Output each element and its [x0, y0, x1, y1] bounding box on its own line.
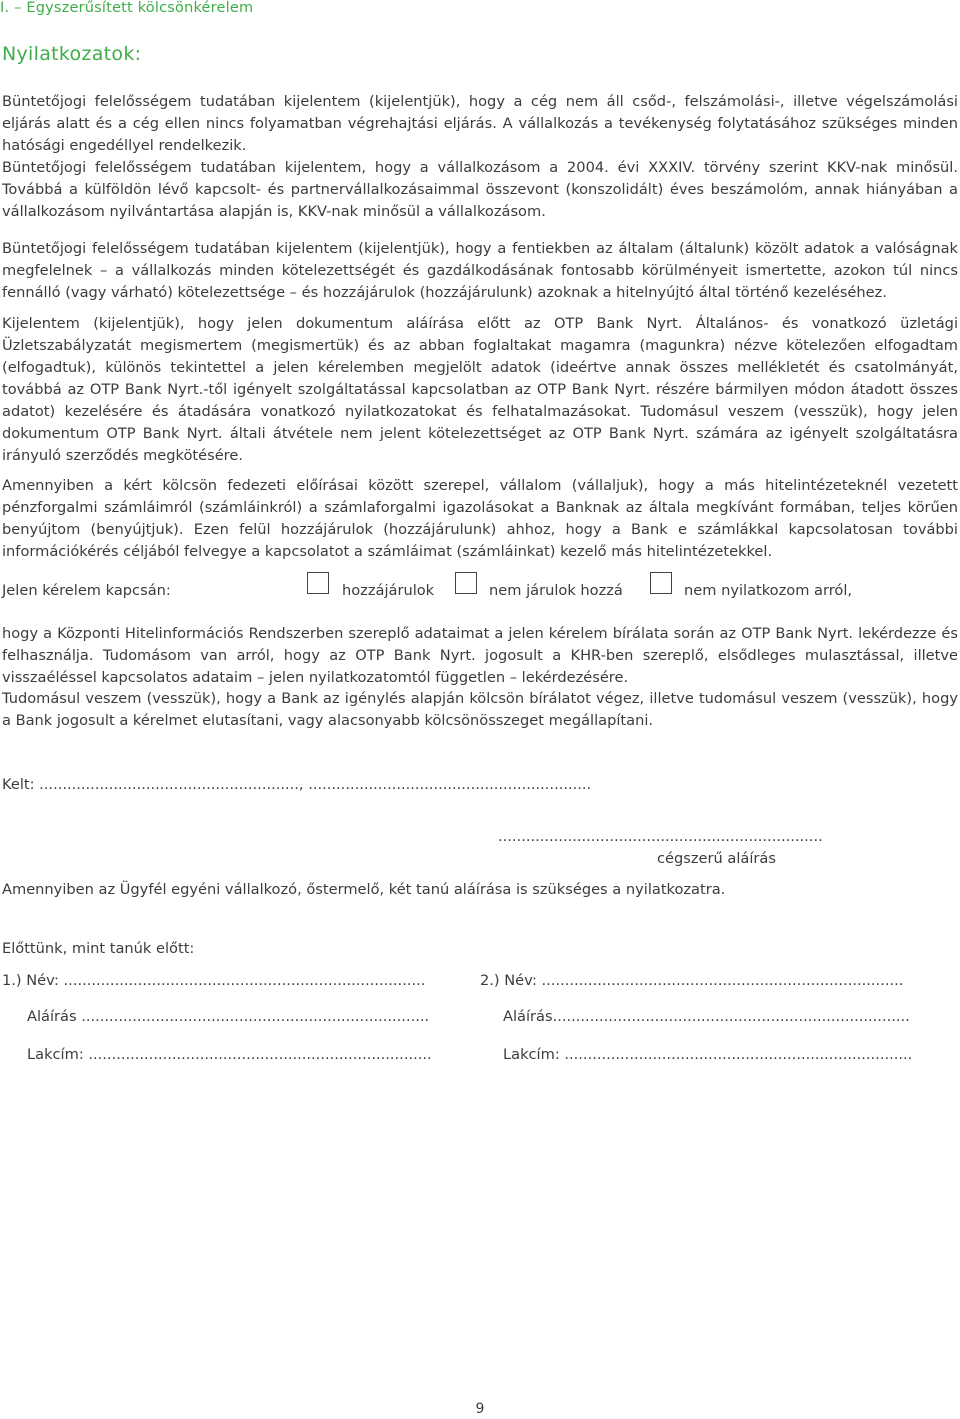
- consent-checkbox-no-statement[interactable]: [650, 572, 672, 594]
- signature-dots[interactable]: ......................................................................: [498, 828, 823, 845]
- declaration-paragraph-5: Amennyiben a kért kölcsön fedezeti előírásai között szerepel, vállalom (vállaljuk), hogy a más hitelintézeteknél vezetett pénzforgalmi számláimról (számláinkról) a számlaforgalmi igazolásokat a Banknak az általa megkívánt formában, teljes körűen benyújtom (benyújtjuk). Ezen felül hozzájárulok (hozzájárulunk) ahhoz, hogy a Bank e számlákkal kapcsolatosan további információkérés céljából felvegye a kapcsolatot a számláimat (számláinkat) kezelő más hitelintézetekkel.: [2, 477, 958, 560]
- page-number: 9: [475, 1401, 485, 1417]
- sole-trader-note: Amennyiben az Ügyfél egyéni vállalkozó, őstermelő, két tanú aláírása is szükséges a nyilatkozatra.: [2, 881, 726, 898]
- consent-option-no-statement: nem nyilatkozom arról,: [684, 582, 853, 599]
- witness-1-address[interactable]: Lakcím: ..........................................................................: [27, 1046, 432, 1063]
- consent-option-agree: hozzájárulok: [342, 582, 435, 599]
- company-signature-label: cégszerű aláírás: [657, 850, 776, 867]
- consent-checkbox-agree[interactable]: [307, 572, 329, 594]
- consent-label: Jelen kérelem kapcsán:: [2, 582, 171, 599]
- witness-2-address[interactable]: Lakcím: ...........................................................................: [503, 1046, 913, 1063]
- page-title: Nyilatkozatok:: [2, 43, 142, 65]
- date-line[interactable]: Kelt: ........................................................, .............................................................: [2, 776, 592, 793]
- witness-2-signature[interactable]: Aláírás.............................................................................: [503, 1008, 910, 1025]
- consent-checkbox-disagree[interactable]: [455, 572, 477, 594]
- witness-1-signature[interactable]: Aláírás ...........................................................................: [27, 1008, 430, 1025]
- witnesses-heading: Előttünk, mint tanúk előtt:: [2, 940, 195, 957]
- declaration-paragraph-3: Büntetőjogi felelősségem tudatában kijelentem (kijelentjük), hogy a fentiekben az általam (általunk) közölt adatok a valóságnak megfelelnek – a vállalkozás minden kötelezettségét és gazdálkodásának fontosabb körülményeit ismertette, azokon túl nincs fennálló (vagy várható) kötelezettsége – és hozzájárulok (hozzájárulunk) azoknak a hitelnyújtó által történő kezeléséhez.: [2, 240, 958, 301]
- refusal-paragraph: Tudomásul veszem (vesszük), hogy a Bank az igénylés alapján kölcsön bírálatot végez, illetve tudomásul veszem (vesszük), hogy a Bank jogosult a kérelmet elutasítani, vagy alacsonyabb kölcsönösszeget megállapítani.: [2, 690, 958, 729]
- declaration-paragraph-1: Büntetőjogi felelősségem tudatában kijelentem (kijelentjük), hogy a cég nem áll csőd-, felszámolási-, illetve végelszámolási eljárás alatt és a cég ellen nincs folyamatban végrehajtási eljárás. A vállalkozás a tevékenység folytatásához szükséges minden hatósági engedéllyel rendelkezik.: [2, 93, 958, 154]
- witness-1-name[interactable]: 1.) Név: ..............................................................................: [2, 972, 426, 989]
- witness-2-name[interactable]: 2.) Név: ..............................................................................: [480, 972, 904, 989]
- khr-paragraph: hogy a Központi Hitelinformációs Rendszerben szereplő adataimat a jelen kérelem bírálata során az OTP Bank Nyrt. lekérdezze és felhasználja. Tudomásom van arról, hogy az OTP Bank Nyrt. jogosult a KHR-ben szereplő, elsődleges mulasztással, illetve visszaéléssel kapcsolatos adataim – jelen nyilatkozatomtól független – lekérdezésére.: [2, 625, 958, 686]
- declaration-paragraph-2: Büntetőjogi felelősségem tudatában kijelentem, hogy a vállalkozásom a 2004. évi XXXIV. törvény szerint KKV-nak minősül. Továbbá a külföldön lévő kapcsolt- és partnervállalkozásaimmal összevont (konszolidált) éves beszámolóm, annak hiányában a vállalkozásom nyilvántartása alapján is, KKV-nak minősül a vállalkozásom.: [2, 159, 958, 220]
- declaration-paragraph-4: Kijelentem (kijelentjük), hogy jelen dokumentum aláírása előtt az OTP Bank Nyrt. Általános- és vonatkozó üzletági Üzletszabályzatát megismertem (megismertük) és az abban foglaltakat magamra (magunkra) nézve kötelezően elfogadtam (elfogadtuk), különös tekintettel a jelen kérelemben megjelölt adatok (ideértve annak összes mellékletét és csatolmányát, továbbá az OTP Bank Nyrt.-től igényelt szolgáltatással kapcsolatban az OTP Bank Nyrt. részére bármilyen módon átadott összes adatot) kezelésére és átadására vonatkozó nyilatkozatokat és felhatalmazásokat. Tudomásul veszem (vesszük), hogy jelen dokumentum OTP Bank Nyrt. általi átvétele nem jelent kötelezettséget az OTP Bank Nyrt. számára az igényelt szolgáltatásra irányuló szerződés megkötésére.: [2, 315, 958, 464]
- section-header: I. – Egyszerűsített kölcsönkérelem: [0, 0, 254, 16]
- consent-option-disagree: nem járulok hozzá: [489, 582, 623, 599]
